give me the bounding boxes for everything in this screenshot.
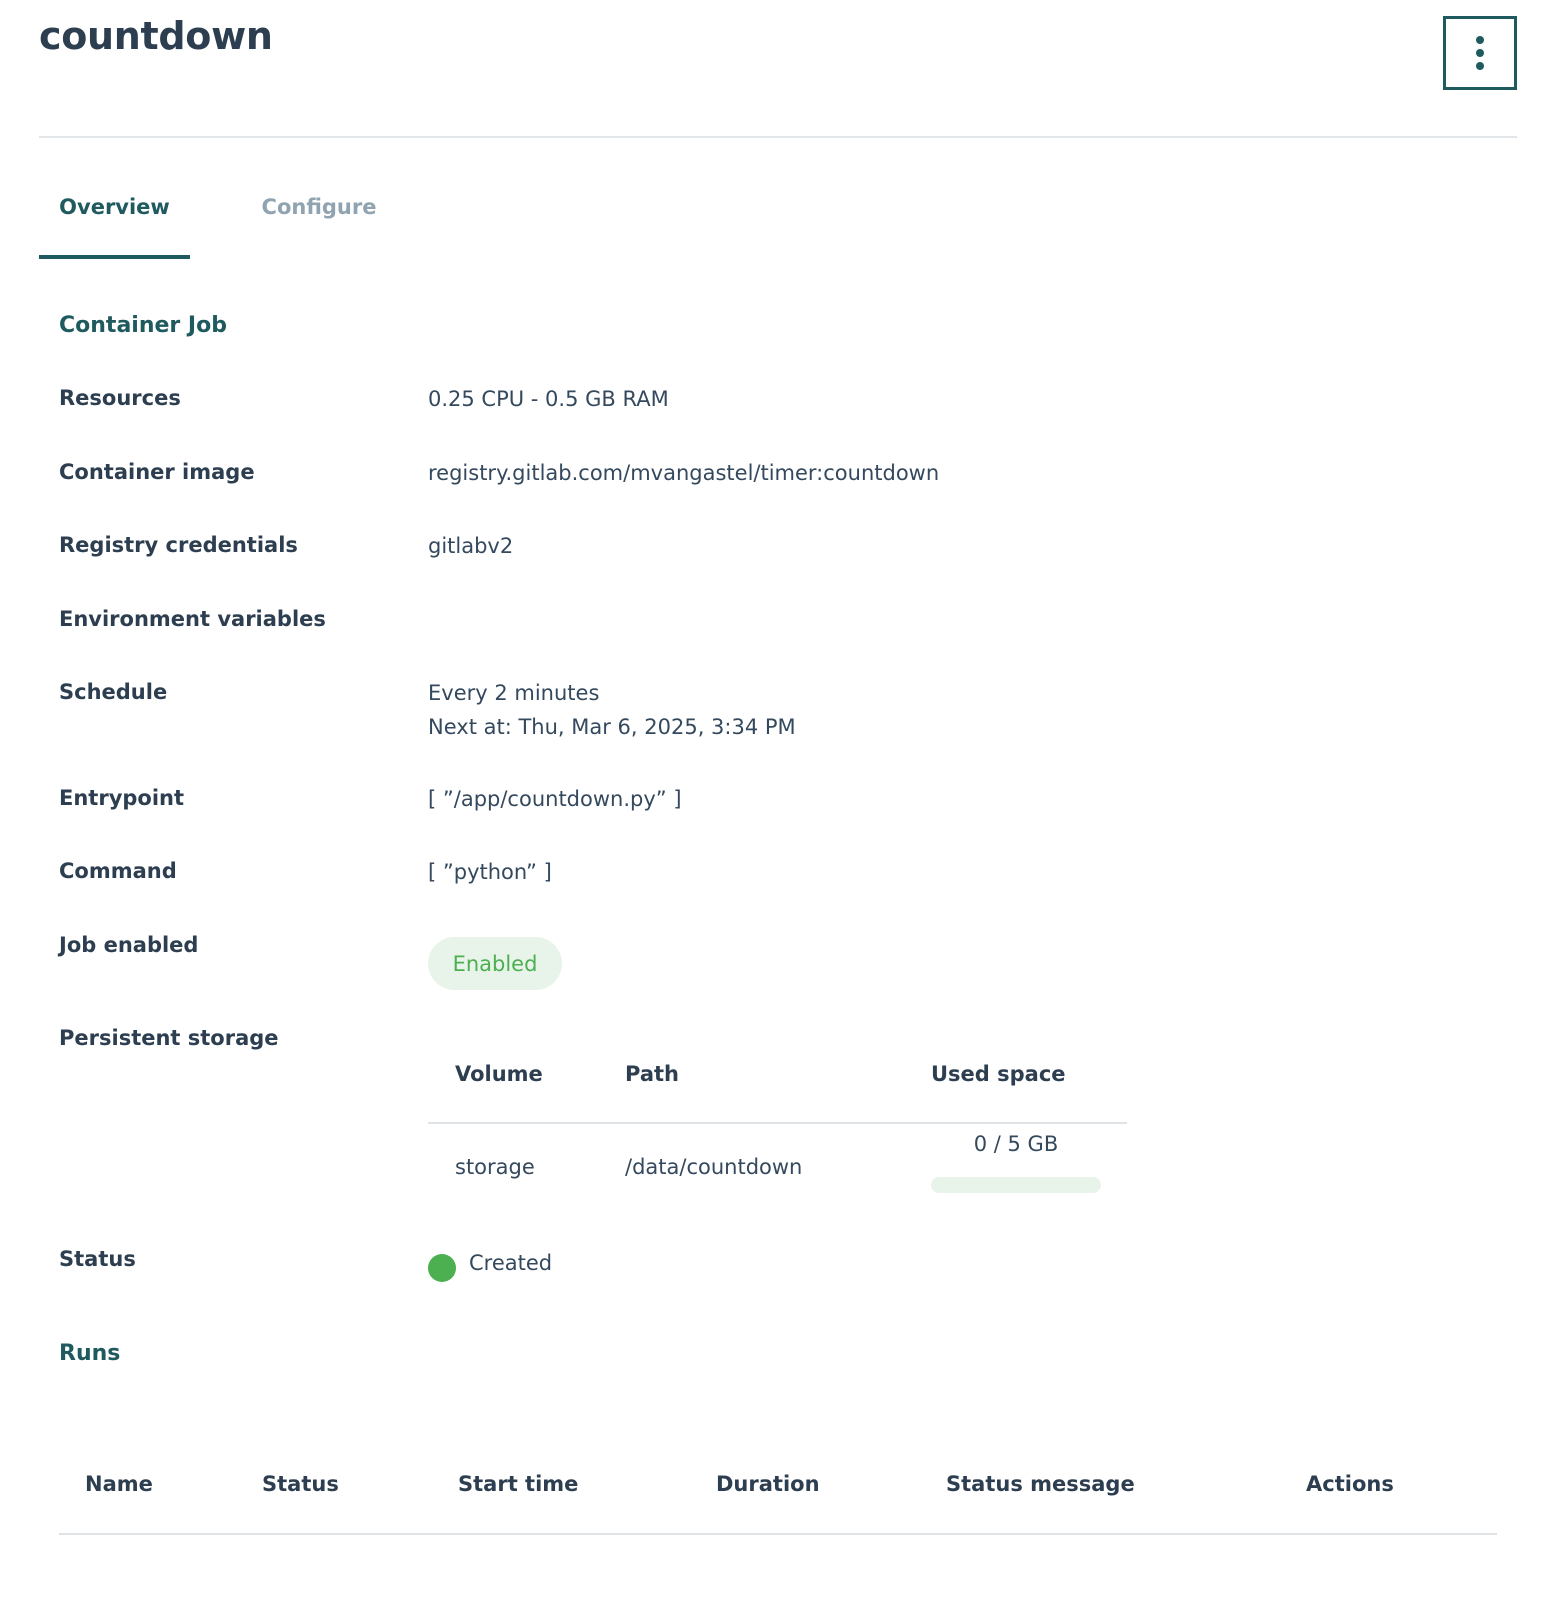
storage-header-used-space: Used space bbox=[931, 1062, 1066, 1086]
runs-header-duration: Duration bbox=[716, 1472, 820, 1496]
command-label: Command bbox=[59, 859, 177, 883]
storage-path-cell: /data/countdown bbox=[625, 1155, 803, 1179]
resources-label: Resources bbox=[59, 386, 181, 410]
registry-credentials-label: Registry credentials bbox=[59, 533, 298, 557]
schedule-next-run: Next at: Thu, Mar 6, 2025, 3:34 PM bbox=[428, 715, 796, 739]
resources-value: 0.25 CPU - 0.5 GB RAM bbox=[428, 387, 669, 411]
job-enabled-badge bbox=[428, 937, 562, 990]
job-enabled-label: Job enabled bbox=[59, 933, 199, 957]
schedule-value: Every 2 minutes bbox=[428, 681, 600, 705]
command-value: [ ”python” ] bbox=[428, 860, 552, 884]
runs-header-status: Status bbox=[262, 1472, 339, 1496]
entrypoint-value: [ ”/app/countdown.py” ] bbox=[428, 787, 682, 811]
runs-header-status-message: Status message bbox=[946, 1472, 1135, 1496]
runs-header-divider bbox=[59, 1533, 1497, 1535]
environment-variables-label: Environment variables bbox=[59, 607, 326, 631]
job-enabled-badge-text: Enabled bbox=[452, 951, 538, 976]
storage-used-text: 0 / 5 GB bbox=[973, 1132, 1059, 1156]
storage-used-progress bbox=[931, 1177, 1101, 1193]
runs-header-actions: Actions bbox=[1306, 1472, 1394, 1496]
storage-header-path: Path bbox=[625, 1062, 679, 1086]
header-divider bbox=[39, 136, 1517, 138]
container-image-label: Container image bbox=[59, 460, 255, 484]
section-title-runs: Runs bbox=[59, 1341, 121, 1366]
tab-overview[interactable] bbox=[39, 195, 190, 259]
more-options-button[interactable] bbox=[1443, 16, 1517, 90]
status-label: Status bbox=[59, 1247, 136, 1271]
runs-header-name: Name bbox=[85, 1472, 153, 1496]
section-title-container-job: Container Job bbox=[59, 313, 227, 338]
storage-header-divider bbox=[428, 1122, 1127, 1124]
container-image-value: registry.gitlab.com/mvangastel/timer:countdown bbox=[428, 461, 940, 485]
tab-configure[interactable] bbox=[239, 195, 399, 259]
persistent-storage-label: Persistent storage bbox=[59, 1026, 279, 1050]
storage-header-volume: Volume bbox=[455, 1062, 543, 1086]
tab-overview-label: Overview bbox=[59, 195, 170, 219]
status-value: Created bbox=[469, 1251, 553, 1275]
schedule-label: Schedule bbox=[59, 680, 168, 704]
more-vertical-icon bbox=[1476, 36, 1484, 70]
registry-credentials-value: gitlabv2 bbox=[428, 534, 514, 558]
storage-volume-cell: storage bbox=[455, 1155, 535, 1179]
tab-configure-label: Configure bbox=[261, 195, 377, 219]
entrypoint-label: Entrypoint bbox=[59, 786, 185, 810]
runs-header-start-time: Start time bbox=[458, 1472, 579, 1496]
status-indicator-icon bbox=[428, 1254, 456, 1282]
page-title: countdown bbox=[39, 14, 273, 58]
